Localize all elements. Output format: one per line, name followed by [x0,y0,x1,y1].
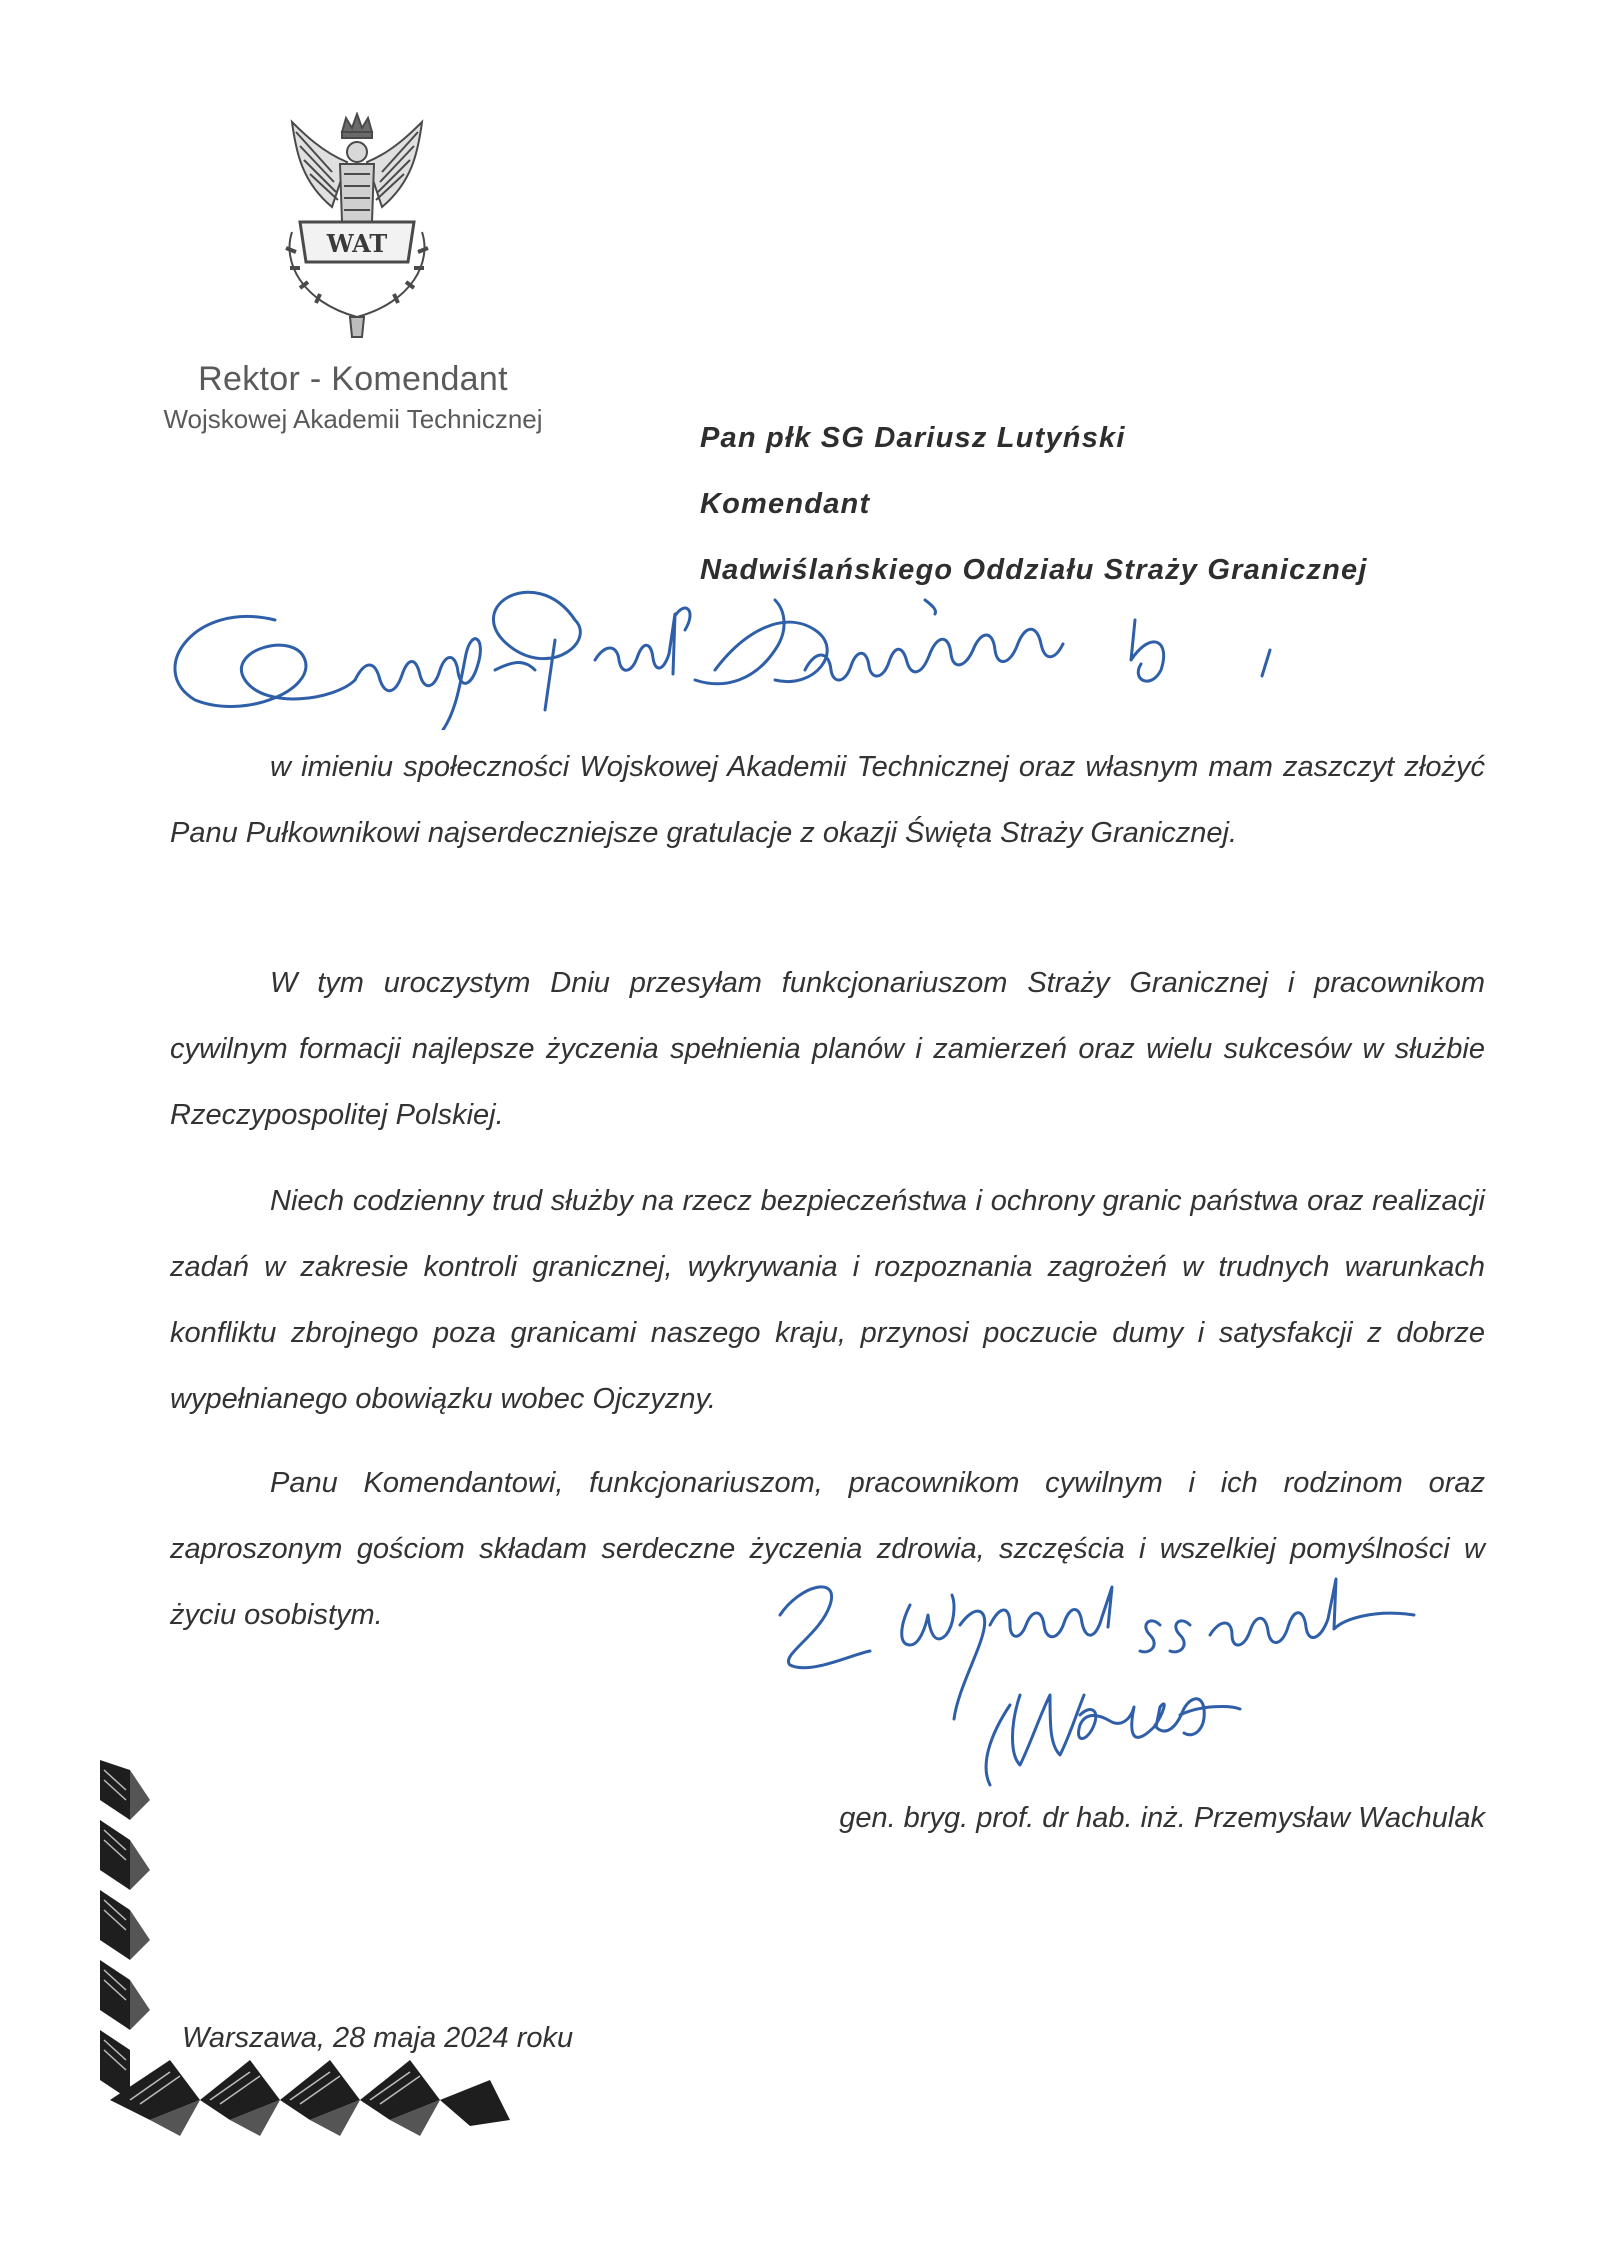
addressee-role: Komendant [700,488,871,520]
paragraph-4-text: Panu Komendantowi, funkcjonariuszom, pracownikom cywilnym i ich rodzinom oraz zaproszonym gościom składam serdeczne życzenia zdrowia, szczęścia i wszelkiej pomyślności w życiu osobistym. [170,1467,1485,1631]
wat-eagle-emblem-icon [262,112,452,344]
letterhead-title: Rektor - Komendant [198,360,508,398]
addressee-unit: Nadwiślańskiego Oddziału Straży Granicznej [700,554,1368,586]
body-paragraph-2 [170,950,1485,1148]
body-paragraph-1 [170,734,1485,866]
paragraph-1-text: w imieniu społeczności Wojskowej Akademii Technicznej oraz własnym mam zaszczyt złożyć Panu Pułkownikowi najserdeczniejsze gratulacje z okazji Święta Straży Granicznej. [170,751,1485,849]
paragraph-2-text: W tym uroczystym Dniu przesyłam funkcjonariuszom Straży Granicznej i pracownikom cywilnym formacji najlepsze życzenia spełnienia planów i zamierzeń oraz wielu sukcesów w służbie Rzeczypospolitej Polskiej. [170,967,1485,1131]
body-paragraph-3 [170,1168,1485,1432]
paragraph-3-text: Niech codzienny trud służby na rzecz bezpieczeństwa i ochrony granic państwa oraz realizacji zadań w zakresie kontroli granicznej, wykrywania i rozpoznania zagrożeń w trudnych warunkach konfliktu zbrojnego poza granicami naszego kraju, przynosi poczucie dumy i satysfakcji z dobrze wypełnianego obowiązku wobec Ojczyzny. [170,1185,1485,1415]
signer-name: gen. bryg. prof. dr hab. inż. Przemysław Wachulak [839,1802,1485,1834]
addressee-name: Pan płk SG Dariusz Lutyński [700,422,1126,454]
emblem-text: WAT [326,229,388,258]
handwritten-signature-icon [770,1565,1450,1795]
handwritten-salutation-icon [155,580,1305,730]
letterhead-subtitle: Wojskowej Akademii Technicznej [163,404,543,434]
place-and-date: Warszawa, 28 maja 2024 roku [182,2022,574,2054]
corner-ribbon-ornament-icon [90,1760,520,2140]
